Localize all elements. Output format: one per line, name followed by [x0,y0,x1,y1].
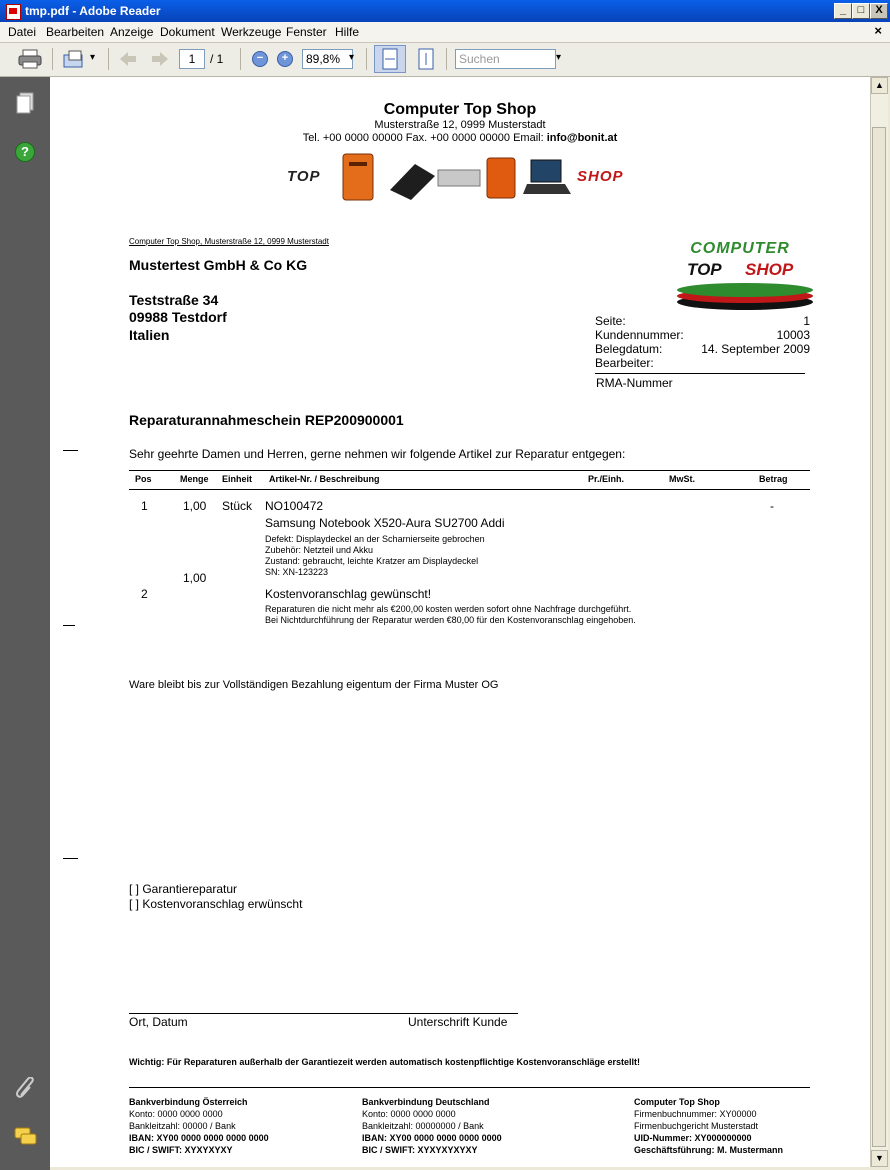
document-date-value: 14. September 2009 [701,342,810,356]
table-header [129,474,810,488]
customer-signature-label: Unterschrift Kunde [408,1015,508,1029]
recipient-country: Italien [129,327,170,343]
close-document-button[interactable]: × [874,23,882,38]
menu-werkzeuge[interactable]: Werkzeuge [221,25,282,39]
menu-bar [0,22,890,43]
menu-dokument[interactable]: Dokument [160,25,215,39]
shop-contact [250,132,670,144]
place-date-label: Ort, Datum [129,1015,188,1029]
print-icon[interactable] [18,49,42,69]
banner-products-image [335,152,585,202]
item2-details [265,604,636,626]
item1-defect: Defekt: Displaydeckel an der Scharnierseite gebrochen [265,534,485,544]
title-bar [0,0,890,22]
footer-company-court: Firmenbuchgericht Musterstadt [634,1121,759,1131]
shop-contact-text: Tel. +00 0000 00000 Fax. +00 0000 00000 Email: [302,132,547,144]
table-header-rule [129,489,810,490]
col-menge: Menge [180,474,209,484]
window-title: tmp.pdf - Adobe Reader [25,4,161,18]
item1-menge-2: 1,00 [183,571,207,585]
pages-icon[interactable] [15,92,35,119]
table-row [129,585,810,630]
fold-mark-1 [63,450,78,451]
previous-page-icon[interactable] [118,51,138,70]
warranty-repair-checkbox: [ ] Garantiereparatur [129,882,238,896]
zoom-out-button[interactable]: − [252,51,268,67]
footer-company [634,1096,783,1156]
item1-pos: 1 [141,499,148,513]
item2-pos: 2 [141,587,148,601]
recipient-name: Mustertest GmbH & Co KG [129,257,308,273]
pdf-app-icon [6,4,21,20]
footer-bank-germany-iban: IBAN: XY00 0000 0000 0000 0000 [362,1133,502,1143]
col-pos: Pos [135,474,152,484]
zoom-level-input[interactable]: 89,8% [302,49,353,69]
logo-discs [675,282,815,312]
pdf-page [50,77,870,1167]
minimize-button[interactable]: _ [834,3,852,19]
document-meta [595,314,810,370]
signature-line [129,1013,518,1014]
shop-banner [287,152,637,202]
share-dropdown-icon[interactable]: ▾ [90,52,96,63]
meta-divider [595,373,805,374]
footer-bank-germany [362,1096,502,1156]
footer-company-ceo: Geschäftsführung: M. Mustermann [634,1145,784,1155]
page-value: 1 [803,314,810,328]
close-button[interactable]: X [870,3,888,19]
item1-serial: SN: XN-123223 [265,567,329,577]
item2-name: Kostenvoranschlag gewünscht! [265,587,432,601]
shop-email: info@bonit.at [546,132,618,144]
sender-line: Computer Top Shop, Musterstraße 12, 0999 Musterstadt [129,237,329,246]
navigation-panel [0,77,50,1170]
page-total: / 1 [210,52,224,66]
fit-page-icon[interactable] [412,45,440,73]
fit-width-icon[interactable] [374,45,406,73]
greeting-text: Sehr geehrte Damen und Herren, gerne nehmen wir folgende Artikel zur Reparatur entgegen: [129,447,626,461]
banner-shop-text: SHOP [577,168,624,185]
footer-company-name: Computer Top Shop [634,1097,720,1107]
logo-top-text: TOP [687,260,722,279]
fold-mark-3 [63,858,78,859]
toolbar [0,43,890,77]
estimate-checkbox: [ ] Kostenvoranschlag erwünscht [129,897,303,911]
zoom-in-button[interactable]: + [277,51,293,67]
item1-condition: Zustand: gebraucht, leichte Kratzer am Displaydeckel [265,556,479,566]
zoom-dropdown-icon[interactable]: ▾ [349,52,355,63]
footer-company-register: Firmenbuchnummer: XY00000 [634,1109,757,1119]
footer-bank-germany-title: Bankverbindung Deutschland [362,1097,490,1107]
menu-datei[interactable]: Datei [8,25,37,39]
document-viewer [50,77,870,1167]
shop-address: Musterstraße 12, 0999 Musterstadt [374,119,546,131]
item2-note-2: Bei Nichtdurchführung der Reparatur werden €80,00 für den Kostenvoranschlag eingehoben. [265,615,636,625]
col-betrag: Betrag [759,474,788,484]
share-icon[interactable] [62,49,86,69]
search-dropdown-icon[interactable]: ▾ [556,52,562,63]
item1-article-number: NO100472 [265,499,324,513]
vertical-scrollbar[interactable] [870,77,888,1167]
menu-fenster[interactable]: Fenster [286,25,327,39]
ownership-note: Ware bleibt bis zur Vollständigen Bezahlung eigentum der Firma Muster OG [129,679,499,691]
menu-bearbeiten[interactable]: Bearbeiten [46,25,105,39]
help-icon[interactable]: ? [15,142,35,162]
maximize-button[interactable]: □ [852,3,870,19]
footer-bank-austria-blz: Bankleitzahl: 00000 / Bank [129,1121,236,1131]
scroll-thumb[interactable] [872,127,886,1147]
menu-hilfe[interactable]: Hilfe [335,25,360,39]
item1-betrag: - [770,499,774,513]
page-number-input[interactable]: 1 [179,49,205,69]
attachment-icon[interactable] [15,1077,37,1104]
item2-note-1: Reparaturen die nicht mehr als €200,00 kosten werden sofort ohne Nachfrage durchgeführt. [265,604,632,614]
document-title: Reparaturannahmeschein REP200900001 [129,412,404,428]
item1-einheit: Stück [222,499,253,513]
logo-computer-text: COMPUTER [690,240,790,257]
editor-label: Bearbeiter: [595,356,654,370]
search-input[interactable]: Suchen [455,49,556,69]
document-date-label: Belegdatum: [595,342,663,356]
footer-bank-germany-blz: Bankleitzahl: 00000000 / Bank [362,1121,484,1131]
banner-top-text: TOP [287,168,321,185]
col-mwst: MwSt. [669,474,695,484]
comments-icon[interactable] [14,1127,38,1152]
item1-name: Samsung Notebook X520-Aura SU2700 Addi [265,516,505,530]
footer-bank-austria [129,1096,269,1156]
menu-anzeige[interactable]: Anzeige [110,25,154,39]
footer-company-uid: UID-Nummer: XY000000000 [634,1133,752,1143]
footer-bank-austria-iban: IBAN: XY00 0000 0000 0000 0000 [129,1133,269,1143]
footer-bank-germany-bic: BIC / SWIFT: XYXYXYXYXY [362,1145,478,1155]
col-einheit: Einheit [222,474,253,484]
company-logo [675,240,815,312]
footer-bank-austria-account: Konto: 0000 0000 0000 [129,1109,223,1119]
table-top-rule [129,470,810,471]
footer-bank-austria-bic: BIC / SWIFT: XYXYXYXY [129,1145,233,1155]
page-label: Seite: [595,314,626,328]
item1-details [265,534,485,578]
scroll-up-arrow-icon[interactable]: ▲ [871,77,888,94]
footer-bank-germany-account: Konto: 0000 0000 0000 [362,1109,456,1119]
important-note: Wichtig: Für Reparaturen außerhalb der Garantiezeit werden automatisch kostenpflichtige Kostenvoranschläge erstellt! [129,1057,641,1067]
recipient-street: Teststraße 34 [129,292,219,308]
footer-rule [129,1087,810,1088]
scroll-down-arrow-icon[interactable]: ▼ [871,1150,888,1167]
recipient-city: 09988 Testdorf [129,309,227,325]
col-preis: Pr./Einh. [588,474,625,484]
next-page-icon[interactable] [150,51,170,70]
item1-accessories: Zubehör: Netzteil und Akku [265,545,374,555]
item1-menge: 1,00 [183,499,207,513]
rma-number-label: RMA-Nummer [596,376,673,390]
table-row [129,497,810,587]
shop-name: Computer Top Shop [383,101,537,118]
footer-bank-austria-title: Bankverbindung Österreich [129,1097,248,1107]
logo-shop-text: SHOP [745,260,794,279]
customer-number-value: 10003 [776,328,810,342]
customer-number-label: Kundennummer: [595,328,684,342]
col-artikel: Artikel-Nr. / Beschreibung [269,474,380,484]
fold-mark-2 [63,625,75,626]
